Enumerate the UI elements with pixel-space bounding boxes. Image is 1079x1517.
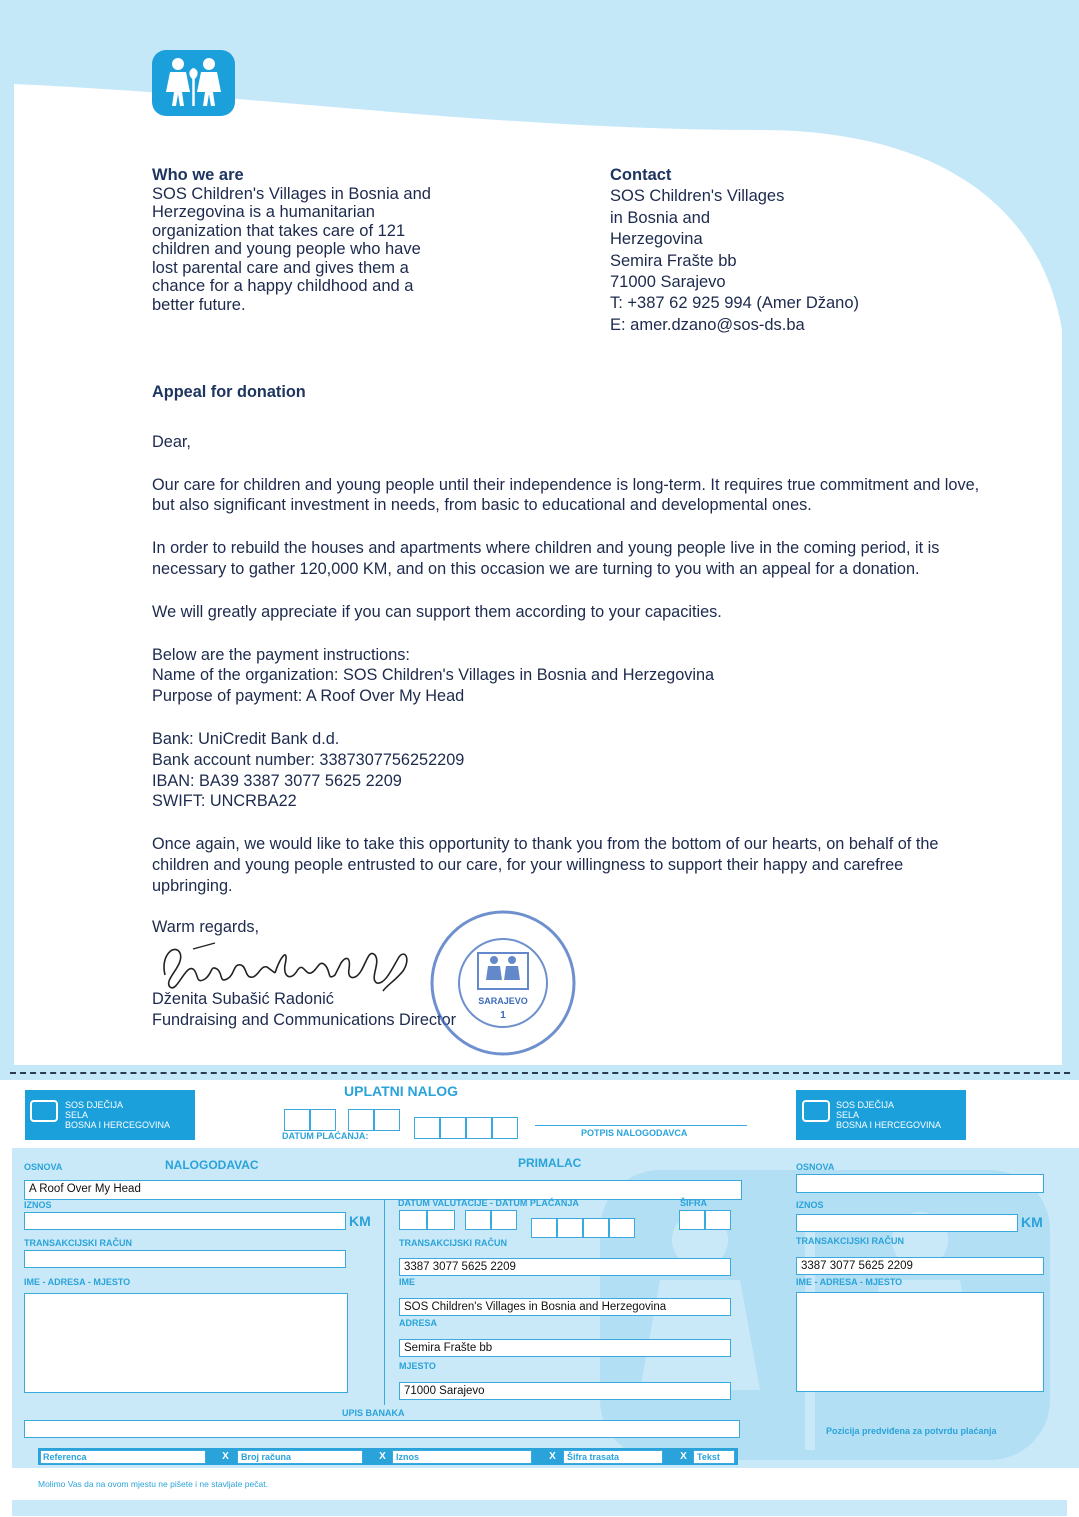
paragraph-line: children and young people entrusted to our care, for your willingness to support their happy and carefree: [152, 855, 904, 874]
paragraph-line: Name of the organization: SOS Children's Villages in Bosnia and Herzegovina: [152, 666, 715, 685]
valuta-digit[interactable]: [491, 1210, 517, 1230]
x-mark: X: [546, 1450, 559, 1464]
signer-role: Fundraising and Communications Director: [152, 1011, 457, 1030]
osnova-label: OSNOVA: [24, 1162, 63, 1172]
iznos-field-right[interactable]: [796, 1214, 1018, 1232]
date-digit[interactable]: [466, 1117, 492, 1139]
transakcijski-field-right[interactable]: 3387 3077 5625 2209: [796, 1257, 1044, 1275]
contact-line: in Bosnia and: [610, 208, 710, 227]
contact-line: 71000 Sarajevo: [610, 273, 726, 292]
valuta-digit[interactable]: [609, 1218, 635, 1238]
who-line: better future.: [152, 295, 246, 314]
valuta-digit[interactable]: [557, 1218, 583, 1238]
bank-line: Bank account number: 3387307756252209: [152, 750, 465, 769]
children-logo-icon: [152, 50, 235, 116]
who-line: chance for a happy childhood and a: [152, 277, 414, 295]
sifra-trasata-label: Šifra trasata: [567, 1452, 620, 1462]
date-digit[interactable]: [374, 1109, 400, 1131]
primalac-label: PRIMALAC: [518, 1156, 582, 1170]
ime-label: IME: [399, 1277, 416, 1287]
km-label: KM: [349, 1213, 371, 1229]
bank-line: Bank: UniCredit Bank d.d.: [152, 729, 340, 748]
ime-adresa-field[interactable]: [24, 1293, 348, 1393]
ime-adresa-field-right[interactable]: [796, 1292, 1044, 1392]
salutation: Dear,: [152, 432, 191, 451]
transakcijski-label-primalac: TRANSAKCIJSKI RAČUN: [399, 1238, 508, 1248]
x-mark: X: [376, 1450, 389, 1464]
upis-banaka-label: UPIS BANAKA: [342, 1408, 405, 1418]
who-line: children and young people who have: [152, 240, 421, 258]
km-label-right: KM: [1021, 1214, 1043, 1230]
datum-valutacije-label: DATUM VALUTACIJE - DATUM PLAĆANJA: [398, 1198, 579, 1208]
iznos-label: IZNOS: [24, 1200, 52, 1210]
transakcijski-label-right: TRANSAKCIJSKI RAČUN: [796, 1236, 905, 1246]
stamp-city: SARAJEVO: [478, 996, 528, 1006]
appeal-heading: Appeal for donation: [152, 383, 306, 401]
date-digit[interactable]: [310, 1109, 336, 1131]
contact-email[interactable]: E: amer.dzano@sos-ds.ba: [610, 315, 805, 334]
sos-logo: [152, 50, 235, 116]
referenca-label: Referenca: [43, 1452, 87, 1462]
closing: Warm regards,: [152, 917, 260, 936]
valuta-digit[interactable]: [465, 1210, 491, 1230]
mjesto-label: MJESTO: [399, 1361, 436, 1371]
contact-line: Semira Frašte bb: [610, 251, 737, 270]
logo-line: SELA: [836, 1110, 860, 1120]
logo-line: SOS DJEČIJA: [65, 1100, 124, 1110]
logo-mini-icon: [30, 1100, 58, 1122]
who-we-are-section: [152, 166, 431, 314]
signature-line: [535, 1125, 747, 1126]
form-title: UPLATNI NALOG: [344, 1083, 459, 1099]
contact-phone: T: +387 62 925 994 (Amer Džano): [610, 294, 860, 313]
adresa-field[interactable]: Semira Frašte bb: [399, 1339, 731, 1357]
paragraph-line: Our care for children and young people until their independence is long-term. It requires true commitment and love,: [152, 475, 980, 494]
date-digit[interactable]: [492, 1117, 518, 1139]
payment-slip: [0, 1080, 1079, 1517]
stamp-number: 1: [500, 1010, 506, 1021]
contact-line: SOS Children's Villages: [610, 187, 785, 206]
paragraph-line: In order to rebuild the houses and apartments where children and young people live in the coming period, it is: [152, 539, 940, 558]
ime-field[interactable]: SOS Children's Villages in Bosnia and Herzegovina: [399, 1298, 731, 1316]
official-stamp: [428, 908, 578, 1058]
osnova-label-right: OSNOVA: [796, 1162, 835, 1172]
transakcijski-field[interactable]: [24, 1250, 346, 1268]
valuta-digit[interactable]: [427, 1210, 455, 1230]
logo-mini-icon: [802, 1100, 830, 1122]
notice-text: Molimo Vas da na ovom mjestu ne pišete i ne stavljate pečat.: [38, 1479, 268, 1489]
paragraph-line: necessary to gather 120,000 KM, and on this occasion we are turning to you with an appeal for a donation.: [152, 559, 920, 578]
paragraph-line: Purpose of payment: A Roof Over My Head: [152, 687, 465, 706]
ime-adresa-label-right: IME - ADRESA - MJESTO: [796, 1277, 903, 1287]
pozicija-label: Pozicija predviđena za potvrdu plaćanja: [826, 1426, 997, 1436]
nalogodavac-label: NALOGODAVAC: [165, 1158, 259, 1172]
cut-line: [10, 1072, 1070, 1074]
logo-line: SELA: [65, 1110, 89, 1120]
adresa-label: ADRESA: [399, 1318, 438, 1328]
osnova-field-right[interactable]: [796, 1174, 1044, 1193]
osnova-field[interactable]: A Roof Over My Head: [24, 1180, 742, 1200]
iznos-field[interactable]: [24, 1212, 346, 1230]
logo-line: BOSNA I HERCEGOVINA: [836, 1120, 942, 1130]
tekst-label: Tekst: [697, 1452, 720, 1462]
date-digit[interactable]: [284, 1109, 310, 1131]
transakcijski-field-primalac[interactable]: 3387 3077 5625 2209: [399, 1258, 731, 1276]
bank-line: IBAN: BA39 3387 3077 5625 2209: [152, 771, 402, 790]
x-mark: X: [219, 1450, 232, 1464]
contact-section: [610, 165, 859, 336]
who-line: Herzegovina is a humanitarian: [152, 203, 375, 221]
paragraph-line: Below are the payment instructions:: [152, 645, 410, 664]
signer-name: Dženita Subašić Radonić: [152, 990, 334, 1009]
sifra-digit[interactable]: [705, 1210, 731, 1230]
bank-line: SWIFT: UNCRBA22: [152, 792, 297, 811]
logo-line: SOS DJEČIJA: [836, 1100, 895, 1110]
who-line: lost parental care and gives them a: [152, 258, 409, 277]
paragraph-line: upbringing.: [152, 876, 233, 895]
valuta-digit[interactable]: [583, 1218, 609, 1238]
potpis-label: POTPIS NALOGODAVCA: [581, 1128, 688, 1138]
iznos-label-right: IZNOS: [796, 1200, 824, 1210]
date-digit[interactable]: [348, 1109, 374, 1131]
iznos-ref-label: Iznos: [396, 1452, 420, 1462]
valuta-digit[interactable]: [399, 1210, 427, 1230]
mjesto-field[interactable]: 71000 Sarajevo: [399, 1382, 731, 1400]
sifra-digit[interactable]: [679, 1210, 705, 1230]
paragraph-line: Once again, we would like to take this opportunity to thank you from the bottom of our hearts, on behalf of the: [152, 835, 939, 854]
ime-adresa-label: IME - ADRESA - MJESTO: [24, 1277, 131, 1287]
valuta-digit[interactable]: [531, 1218, 557, 1238]
datum-placanja-label: DATUM PLAĆANJA:: [282, 1131, 369, 1141]
date-digit[interactable]: [414, 1117, 440, 1139]
who-line: organization that takes care of 121: [152, 221, 406, 240]
x-mark: X: [677, 1450, 690, 1464]
transakcijski-label: TRANSAKCIJSKI RAČUN: [24, 1238, 133, 1248]
who-line: SOS Children's Villages in Bosnia and: [152, 184, 431, 203]
who-we-are-heading: Who we are: [152, 166, 244, 184]
logo-line: BOSNA I HERCEGOVINA: [65, 1120, 171, 1130]
sifra-label: ŠIFRA: [680, 1198, 707, 1208]
contact-line: Herzegovina: [610, 230, 703, 249]
date-digit[interactable]: [440, 1117, 466, 1139]
paragraph-line: We will greatly appreciate if you can support them according to your capacities.: [152, 602, 722, 621]
handwritten-signature: [155, 935, 420, 995]
broj-racuna-label: Broj računa: [241, 1452, 292, 1462]
column-divider: [384, 1200, 385, 1405]
contact-heading: Contact: [610, 166, 672, 184]
upis-banaka-field[interactable]: [24, 1420, 740, 1438]
paragraph-line: but also significant investment in needs, from basic to educational and developmental ones.: [152, 496, 812, 515]
form-bottom-edge: [12, 1500, 1067, 1516]
